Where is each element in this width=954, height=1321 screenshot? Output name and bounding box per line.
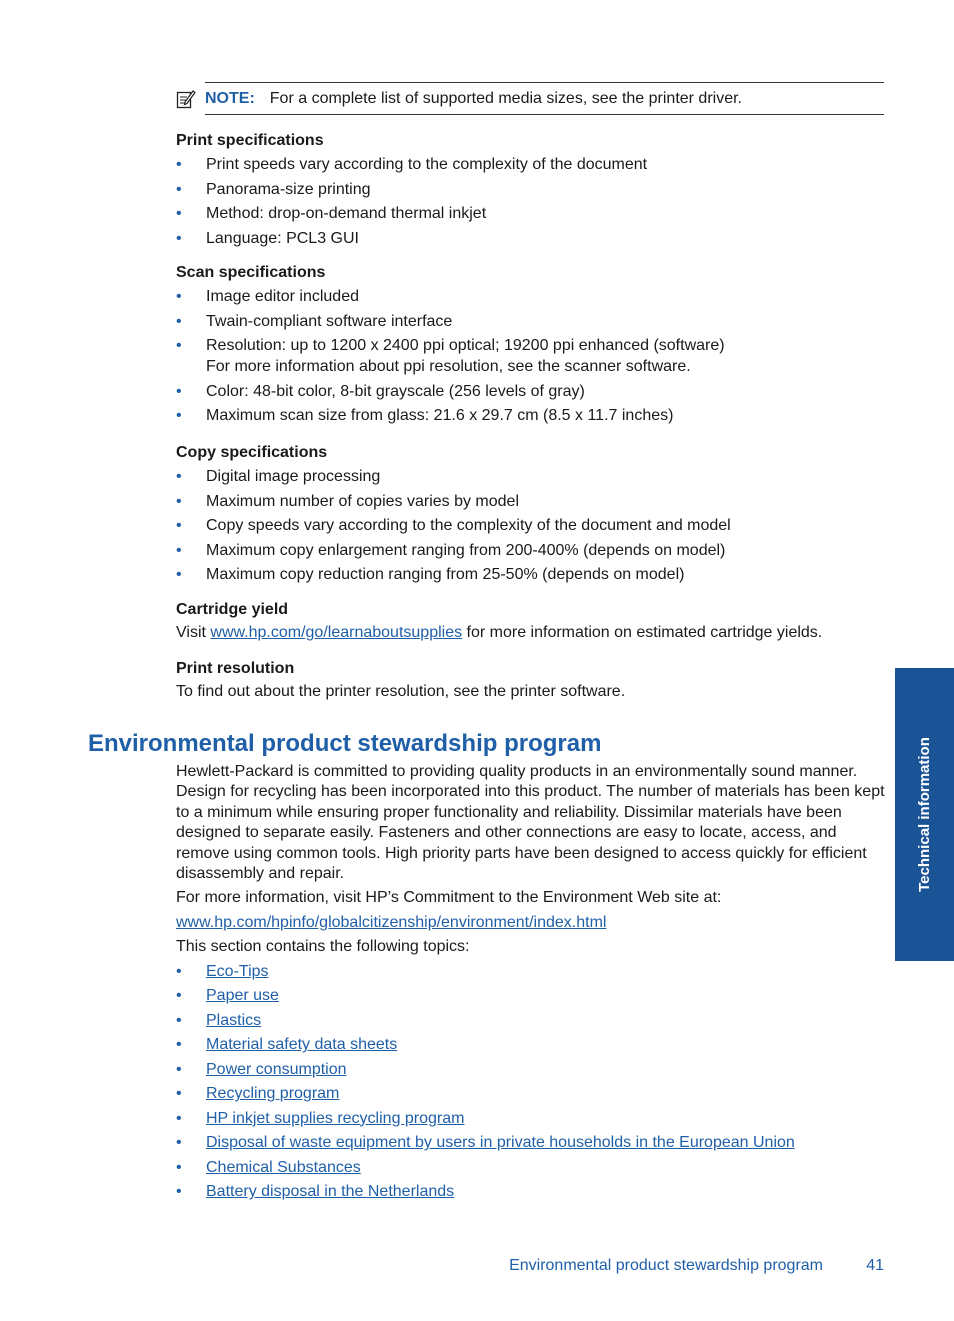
cartridge-text: Visit www.hp.com/go/learnaboutsupplies for more information on estimated cartridge yields. — [176, 624, 823, 641]
list-item: • Maximum number of copies varies by model — [176, 492, 520, 510]
bullet-icon: • — [176, 229, 182, 247]
topic-link-eco-tips[interactable]: Eco-Tips — [206, 962, 269, 980]
list-item: • Resolution: up to 1200 x 2400 ppi optical; 19200 ppi enhanced (software) For more information about ppi resolution, see the scanner software. — [176, 335, 888, 377]
copy-specs-heading: Copy specifications — [176, 444, 328, 461]
bullet-icon: • — [176, 1158, 182, 1176]
list-item: • Method: drop-on-demand thermal inkjet — [176, 205, 487, 222]
bullet-icon: • — [176, 468, 182, 485]
topics-intro: This section contains the following topics: — [176, 938, 470, 956]
page-number: 41 — [866, 1257, 884, 1274]
print-specs-list — [176, 154, 888, 249]
list-item — [176, 961, 888, 982]
bullet-icon: • — [176, 337, 182, 354]
list-item: • Copy speeds vary according to the complexity of the document and model — [176, 517, 731, 534]
bullet-icon: • — [176, 312, 182, 330]
list-item — [176, 1083, 888, 1104]
more-info-text: For more information, visit HP’s Commitment to the Environment Web site at: — [176, 889, 722, 907]
bullet-icon: • — [176, 156, 182, 173]
topic-link-recycling[interactable]: Recycling program — [206, 1085, 340, 1103]
bullet-icon: • — [176, 1085, 182, 1103]
list-item: • Digital image processing — [176, 468, 381, 485]
bullet-icon: • — [176, 205, 182, 222]
bullet-icon: • — [176, 987, 182, 1005]
bullet-icon: • — [176, 288, 182, 305]
bullet-icon: • — [176, 566, 182, 583]
resolution-heading: Print resolution — [176, 660, 295, 677]
scan-specs-heading: Scan specifications — [176, 264, 326, 281]
side-tab-label: Technical information — [916, 737, 933, 892]
note-label: NOTE: — [205, 89, 255, 107]
list-item: • Maximum copy enlargement ranging from 200-400% (depends on model) — [176, 541, 726, 559]
print-specs-heading: Print specifications — [176, 132, 324, 149]
note-box — [205, 82, 884, 115]
page-footer — [0, 1257, 954, 1279]
topic-link-msds[interactable]: Material safety data sheets — [206, 1036, 398, 1054]
topic-link-paper-use[interactable]: Paper use — [206, 987, 279, 1005]
bullet-icon: • — [176, 517, 182, 534]
environment-url-link[interactable]: www.hp.com/hpinfo/globalcitizenship/environment/index.html — [176, 913, 607, 931]
list-item — [176, 1010, 888, 1031]
list-item — [176, 1132, 888, 1153]
learn-about-supplies-link[interactable]: www.hp.com/go/learnaboutsupplies — [210, 624, 463, 641]
bullet-icon: • — [176, 1183, 182, 1201]
bullet-icon: • — [176, 1134, 182, 1152]
bullet-icon: • — [176, 541, 182, 559]
topic-link-battery[interactable]: Battery disposal in the Netherlands — [206, 1183, 455, 1201]
scan-specs-list — [176, 286, 888, 426]
note-pencil-icon — [176, 89, 196, 109]
topic-link-weee[interactable]: Disposal of waste equipment by users in private households in the European Union — [206, 1134, 795, 1152]
topic-link-chemical[interactable]: Chemical Substances — [206, 1158, 361, 1176]
list-item — [176, 1108, 888, 1129]
topic-link-inkjet-recycling[interactable]: HP inkjet supplies recycling program — [206, 1109, 465, 1127]
list-item — [176, 1157, 888, 1178]
topic-link-plastics[interactable]: Plastics — [206, 1011, 262, 1029]
list-item: • Language: PCL3 GUI — [176, 229, 359, 247]
bullet-icon: • — [176, 1011, 182, 1029]
topics-list — [176, 961, 888, 1203]
bullet-icon: • — [176, 1060, 182, 1078]
bullet-icon: • — [176, 962, 182, 980]
note-text: For a complete list of supported media sizes, see the printer driver. — [269, 89, 742, 107]
bullet-icon: • — [176, 180, 182, 198]
copy-specs-section — [176, 443, 888, 589]
resolution-subtext: For more information about ppi resolution, see the scanner software. — [206, 358, 691, 375]
side-tab — [895, 668, 954, 961]
cartridge-heading: Cartridge yield — [176, 601, 289, 618]
list-item: • Color: 48-bit color, 8-bit grayscale (256 levels of gray) — [176, 382, 585, 400]
list-item: • Panorama-size printing — [176, 180, 371, 198]
list-item — [176, 1034, 888, 1055]
scan-specs-section — [176, 263, 888, 430]
bullet-icon: • — [176, 1109, 182, 1127]
cartridge-section — [176, 600, 888, 643]
list-item — [176, 985, 888, 1006]
print-specs-section — [176, 131, 888, 252]
list-item: • Image editor included — [176, 288, 359, 305]
list-item: • Maximum copy reduction ranging from 25-50% (depends on model) — [176, 566, 685, 583]
list-item: • Twain-compliant software interface — [176, 312, 453, 330]
section-title: Environmental product stewardship program — [88, 730, 602, 757]
footer-title: Environmental product stewardship program — [509, 1257, 823, 1274]
list-item — [176, 1059, 888, 1080]
list-item: • Maximum scan size from glass: 21.6 x 29.7 cm (8.5 x 11.7 inches) — [176, 407, 674, 424]
bullet-icon: • — [176, 492, 182, 510]
list-item: • Print speeds vary according to the complexity of the document — [176, 156, 648, 173]
copy-specs-list — [176, 466, 888, 585]
bullet-icon: • — [176, 407, 182, 424]
bullet-icon: • — [176, 1036, 182, 1054]
bullet-icon: • — [176, 382, 182, 400]
resolution-text: To find out about the printer resolution, see the printer software. — [176, 683, 626, 700]
resolution-section — [176, 659, 888, 702]
environment-intro: Hewlett-Packard is committed to providing quality products in an environmentally sound manner. Design for recycling has been incorporated into this product. The number of materials has been kept to a minimum while ensuring proper functionality and reliability. Dissimilar materials have been designed to separate easily. Fasteners and other connections are easy to locate, access, and remove using common tools. High priority parts have been designed to access quickly for efficient disassembly and repair. — [176, 763, 885, 883]
list-item — [176, 1181, 888, 1202]
environment-section — [176, 762, 888, 1206]
topic-link-power[interactable]: Power consumption — [206, 1060, 347, 1078]
